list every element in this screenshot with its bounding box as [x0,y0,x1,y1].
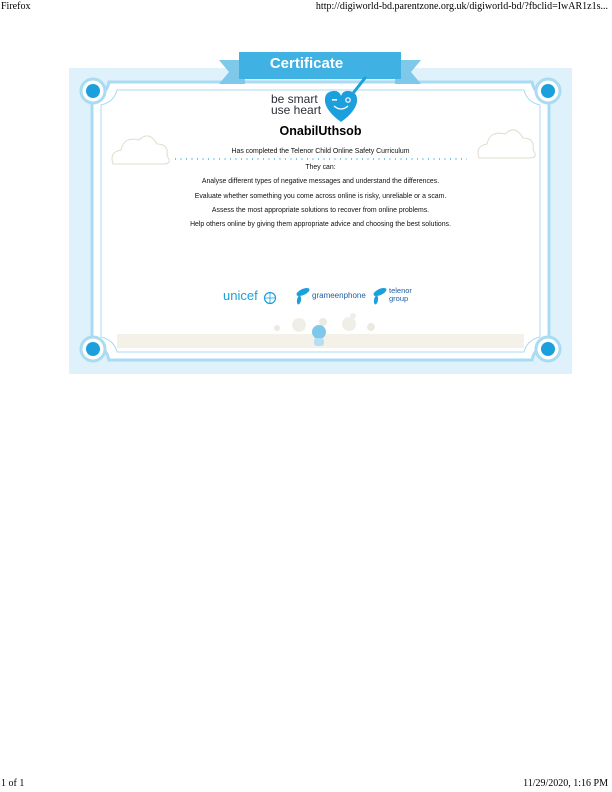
print-datetime: 11/29/2020, 1:16 PM [523,778,608,789]
recipient-name: OnabilUthsob [279,124,362,138]
corner-circle-icon [536,337,560,361]
they-can-label: They can: [305,164,336,171]
certificate [69,52,572,374]
telenor-line-1: telenor [389,286,412,295]
brand-line-1: be smart [271,92,318,106]
corner-circle-icon [536,79,560,103]
mascot-icon [312,325,326,346]
skill-item: Analyse different types of negative messages and understand the differences. [201,178,440,185]
brand-slogan [271,94,321,116]
grameenphone-logo-text: grameenphone [312,291,366,300]
corner-circle-icon [81,337,105,361]
corner-circle-icon [81,79,105,103]
page-count: 1 of 1 [1,778,25,789]
telenor-line-2: group [389,294,409,303]
skill-item: Evaluate whether something you come across online is risky, unreliable or a scam. [194,193,447,200]
brand-line-2: use heart [271,103,322,117]
browser-app-name: Firefox [1,1,31,12]
completed-text: Has completed the Telenor Child Online Safety Curriculum [231,148,410,155]
unicef-globe-icon [265,293,276,304]
unicef-logo-text: unicef [223,288,258,303]
telenor-group-logo-text [389,287,412,303]
ribbon-title: Certificate [269,55,344,72]
skill-item: Assess the most appropriate solutions to recover from online problems. [211,207,430,214]
page-url[interactable]: http://digiworld-bd.parentzone.org.uk/digiworld-bd/?fbclid=IwAR1z1s... [315,1,608,12]
skill-item: Help others online by giving them appropriate advice and choosing the best solutions. [190,221,451,228]
